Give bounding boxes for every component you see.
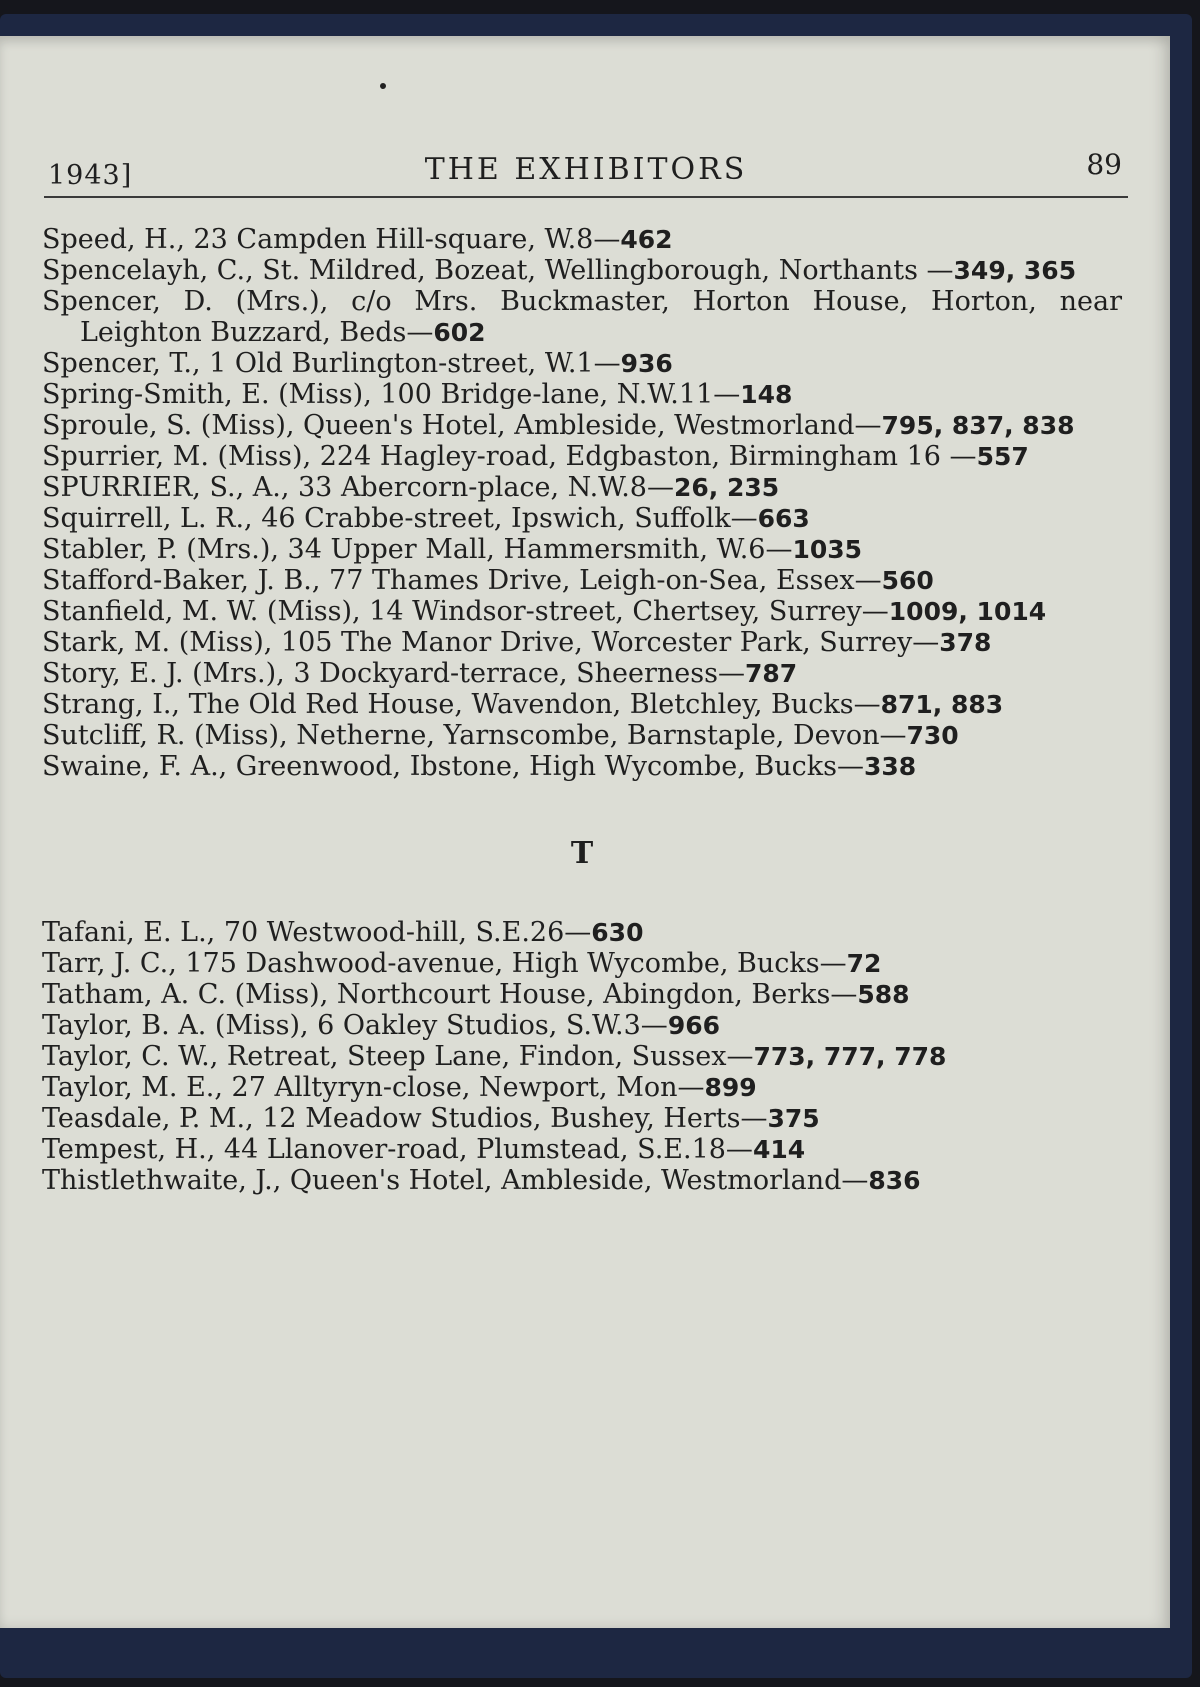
exhibitor-details: Taylor, M. E., 27 Alltyryn-close, Newport, Mon— [42, 1072, 705, 1103]
exhibitor-entry [42, 658, 1122, 689]
exhibitor-details: Stafford-Baker, J. B., 77 Thames Drive, Leigh-on-Sea, Essex— [42, 565, 882, 596]
catalogue-numbers: 349, 365 [953, 256, 1077, 285]
catalogue-numbers: 414 [752, 1135, 806, 1164]
exhibitor-details: Teasdale, P. M., 12 Meadow Studios, Bushey, Herts— [42, 1103, 768, 1134]
exhibitor-entry [42, 1041, 1122, 1072]
exhibitor-details: Stark, M. (Miss), 105 The Manor Drive, Worcester Park, Surrey— [42, 627, 940, 658]
exhibitor-details: Swaine, F. A., Greenwood, Ibstone, High Wycombe, Bucks— [42, 751, 864, 782]
catalogue-numbers: 730 [906, 721, 959, 750]
exhibitor-entry [42, 503, 1122, 534]
catalogue-numbers: 588 [857, 980, 910, 1009]
header-year: 1943] [48, 160, 133, 191]
exhibitor-details: Speed, H., 23 Campden Hill-square, W.8— [42, 224, 621, 255]
book-page [0, 36, 1170, 1628]
catalogue-numbers: 630 [591, 918, 644, 947]
exhibitor-list-s [42, 224, 1122, 782]
exhibitor-entry [42, 979, 1122, 1010]
exhibitor-entry [42, 534, 1122, 565]
exhibitor-details: Stabler, P. (Mrs.), 34 Upper Mall, Hammersmith, W.6— [42, 534, 793, 565]
exhibitor-details: Taylor, B. A. (Miss), 6 Oakley Studios, S.W.3— [42, 1010, 668, 1041]
exhibitor-entry [42, 379, 1122, 410]
catalogue-numbers: 560 [881, 566, 934, 595]
exhibitor-entry [42, 472, 1122, 503]
catalogue-numbers: 795, 837, 838 [881, 411, 1075, 440]
exhibitor-details: Sproule, S. (Miss), Queen's Hotel, Ambleside, Westmorland— [42, 410, 882, 441]
page-number: 89 [1086, 148, 1122, 181]
exhibitor-entry [42, 689, 1122, 720]
exhibitor-details: Squirrell, L. R., 46 Crabbe-street, Ipswich, Suffolk— [42, 503, 758, 534]
exhibitor-details: Tatham, A. C. (Miss), Northcourt House, Abingdon, Berks— [42, 979, 858, 1010]
exhibitor-entry [42, 751, 1122, 782]
exhibitor-entry [42, 1010, 1122, 1041]
exhibitor-entry [42, 565, 1122, 596]
exhibitor-details: Spring-Smith, E. (Miss), 100 Bridge-lane, N.W.11— [42, 379, 741, 410]
exhibitor-details: Story, E. J. (Mrs.), 3 Dockyard-terrace, Sheerness— [42, 658, 745, 689]
catalogue-numbers: 602 [433, 318, 486, 347]
catalogue-numbers: 462 [620, 225, 673, 254]
running-header [44, 148, 1128, 198]
exhibitor-entry [42, 917, 1122, 948]
catalogue-numbers: 26, 235 [673, 473, 780, 502]
exhibitor-details: Spurrier, M. (Miss), 224 Hagley-road, Edgbaston, Birmingham 16 — [42, 441, 977, 472]
catalogue-numbers: 773, 777, 778 [753, 1042, 947, 1071]
catalogue-numbers: 1035 [792, 535, 863, 564]
catalogue-numbers: 663 [757, 504, 810, 533]
exhibitor-details: Spencer, T., 1 Old Burlington-street, W.1— [42, 348, 621, 379]
catalogue-numbers: 1009, 1014 [888, 597, 1047, 626]
exhibitor-entry [42, 410, 1122, 441]
exhibitor-entry [42, 1072, 1122, 1103]
exhibitor-details: Spencer, D. (Mrs.), c/o Mrs. Buckmaster, Horton House, Horton, near Leighton Buzzard, Beds— [42, 286, 1122, 348]
catalogue-numbers: 936 [620, 349, 673, 378]
catalogue-numbers: 899 [704, 1073, 757, 1102]
exhibitor-entry [42, 224, 1122, 255]
exhibitor-entry [42, 1134, 1122, 1165]
exhibitor-details: Stanfield, M. W. (Miss), 14 Windsor-street, Chertsey, Surrey— [42, 596, 889, 627]
exhibitor-details: Tafani, E. L., 70 Westwood-hill, S.E.26— [42, 917, 592, 948]
exhibitor-entry [42, 348, 1122, 379]
exhibitor-details: Tarr, J. C., 175 Dashwood-avenue, High Wycombe, Bucks— [42, 948, 847, 979]
exhibitor-entry [42, 441, 1122, 472]
catalogue-numbers: 966 [667, 1011, 720, 1040]
catalogue-numbers: 871, 883 [880, 690, 1004, 719]
exhibitor-entry [42, 720, 1122, 751]
exhibitor-details: Taylor, C. W., Retreat, Steep Lane, Findon, Sussex— [42, 1041, 754, 1072]
exhibitor-details: Tempest, H., 44 Llanover-road, Plumstead, S.E.18— [42, 1134, 753, 1165]
catalogue-numbers: 378 [939, 628, 992, 657]
catalogue-numbers: 148 [740, 380, 793, 409]
exhibitor-entry [42, 1103, 1122, 1134]
section-letter-t: T [570, 836, 594, 871]
catalogue-numbers: 338 [863, 752, 917, 781]
catalogue-numbers: 557 [976, 442, 1029, 471]
catalogue-numbers: 375 [767, 1104, 820, 1133]
exhibitor-details: SPURRIER, S., A., 33 Abercorn-place, N.W.8— [42, 472, 674, 503]
exhibitor-entry [42, 596, 1122, 627]
exhibitor-entry [42, 255, 1122, 286]
exhibitor-details: Spencelayh, C., St. Mildred, Bozeat, Wellingborough, Northants — [42, 255, 954, 286]
exhibitor-entry [42, 1165, 1122, 1196]
exhibitor-entry [42, 948, 1122, 979]
exhibitor-entry [42, 286, 1122, 348]
catalogue-numbers: 787 [744, 659, 798, 688]
exhibitor-list-t [42, 917, 1122, 1196]
exhibitor-entry [42, 627, 1122, 658]
exhibitor-details: Thistlethwaite, J., Queen's Hotel, Ambleside, Westmorland— [42, 1165, 869, 1196]
ink-speck [380, 83, 386, 89]
page-title: THE EXHIBITORS [424, 152, 748, 187]
catalogue-numbers: 836 [868, 1166, 921, 1195]
catalogue-numbers: 72 [846, 949, 882, 978]
exhibitor-list [42, 224, 1122, 1196]
exhibitor-details: Strang, I., The Old Red House, Wavendon, Bletchley, Bucks— [42, 689, 881, 720]
exhibitor-details: Sutcliff, R. (Miss), Netherne, Yarnscombe, Barnstaple, Devon— [42, 720, 907, 751]
